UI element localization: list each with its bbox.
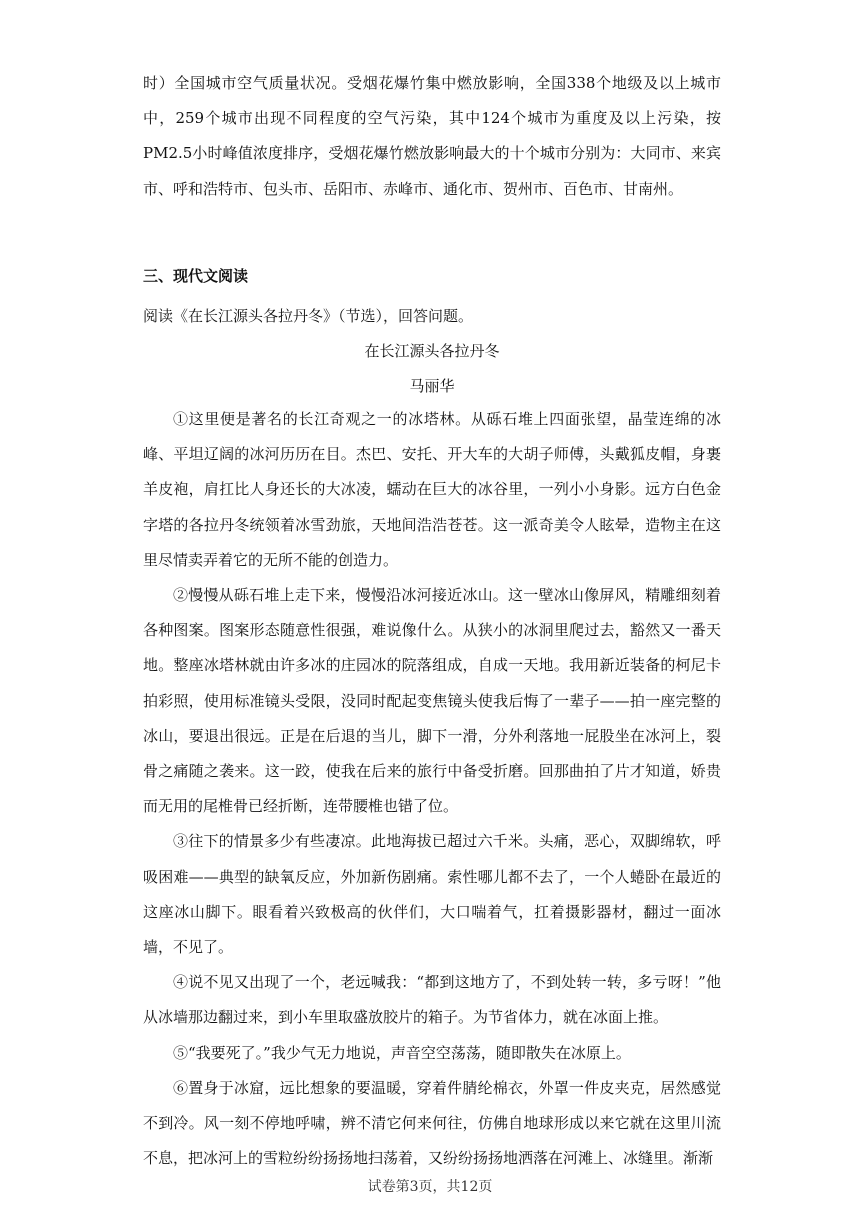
intro-paragraph: 时）全国城市空气质量状况。受烟花爆竹集中燃放影响，全国338个地级及以上城市中，259个城市出现不同程度的空气污染，其中124个城市为重度及以上污染，按PM2.5小时峰值浓度排序，受烟花爆竹燃放影响最大的十个城市分别为：大同市、来宾市、呼和浩特市、包头市、岳阳市、赤峰市、通化市、贺州市、百色市、甘南州。 (143, 74, 721, 198)
reading-instruction: 阅读《在长江源头各拉丹冬》（节选），回答问题。 (143, 307, 474, 325)
essay-paragraph: ④说不见又出现了一个，老远喊我：“都到这地方了，不到处转一转，多亏呀！”他从冰墙那边翻过来，到小车里取盛放胶片的箱子。为节省体力，就在冰面上推。 (143, 973, 721, 1027)
essay-paragraph: ①这里便是著名的长江奇观之一的冰塔林。从砾石堆上四面张望，晶莹连绵的冰峰、平坦辽阔的冰河历历在目。杰巴、安托、开大车的大胡子师傅，头戴狐皮帽，身裹羊皮袍，肩扛比人身还长的大冰凌，蠕动在巨大的冰谷里，一列小小身影。远方白色金字塔的各拉丹冬统领着冰雪劲旅，天地间浩浩苍苍。这一派奇美令人眩晕，造物主在这里尽情卖弄着它的无所不能的创造力。 (143, 410, 721, 569)
essay-paragraph: ⑥置身于冰窟，远比想象的要温暖，穿着件腈纶棉衣，外罩一件皮夹克，居然感觉不到冷。风一刻不停地呼啸，辨不清它何来何往，仿佛自地球形成以来它就在这里川流不息，把冰河上的雪粒纷纷扬扬地扫荡着，又纷纷扬扬地洒落在河滩上、冰缝里。渐渐 (143, 1078, 721, 1168)
essay-author: 马丽华 (409, 377, 455, 395)
page-footer: 试卷第3页，共12页 (367, 1179, 493, 1195)
essay-body (143, 402, 721, 1176)
essay-paragraph: ②慢慢从砾石堆上走下来，慢慢沿冰河接近冰山。这一壁冰山像屏风，精雕细刻着各种图案。图案形态随意性很强，难说像什么。从狭小的冰洞里爬过去，豁然又一番天地。整座冰塔林就由许多冰的庄园冰的院落组成，自成一天地。我用新近装备的柯尼卡拍彩照，使用标准镜头受限，没同时配起变焦镜头使我后悔了一辈子——拍一座完整的冰山，要退出很远。正是在后退的当儿，脚下一滑，分外利落地一屁股坐在冰河上，裂骨之痛随之袭来。这一跤，使我在后来的旅行中备受折磨。回那曲拍了片才知道，娇贵而无用的尾椎骨已经折断，连带腰椎也错了位。 (143, 586, 721, 816)
section-heading: 三、现代文阅读 (143, 267, 249, 285)
page-content (143, 66, 721, 1168)
essay-title: 在长江源头各拉丹冬 (364, 342, 500, 360)
essay-paragraph: ③往下的情景多少有些凄凉。此地海拔已超过六千米。头痛，恶心，双脚绵软，呼吸困难——典型的缺氧反应，外加新伤剧痛。索性哪儿都不去了，一个人蜷卧在最近的这座冰山脚下。眼看着兴致极高的伙伴们，大口喘着气，扛着摄影器材，翻过一面冰墙，不见了。 (143, 832, 721, 957)
essay-paragraph: ⑤“我要死了。”我少气无力地说，声音空空荡荡，随即散失在冰原上。 (173, 1043, 631, 1062)
